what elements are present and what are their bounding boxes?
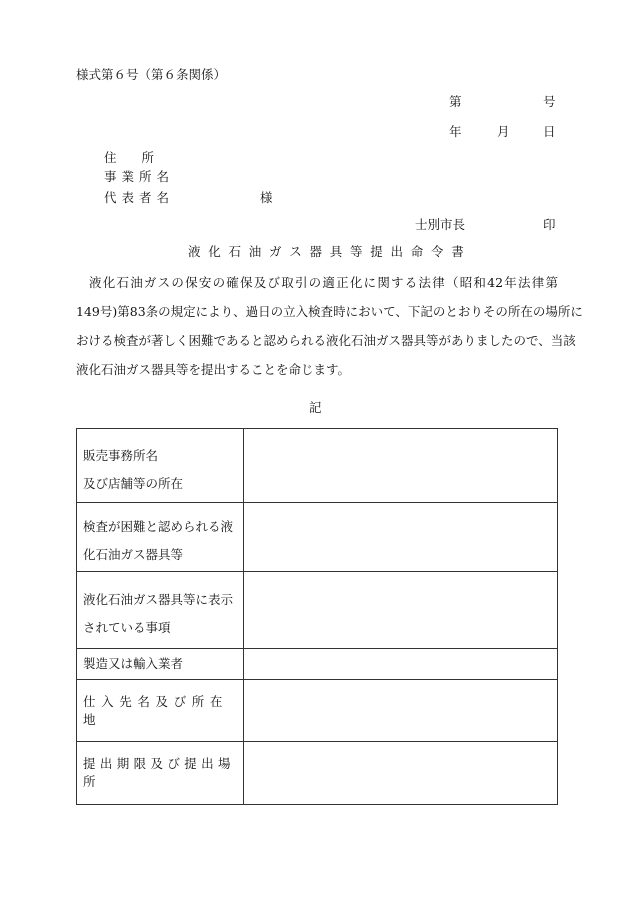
representative-label: 代表者名 bbox=[104, 190, 175, 205]
body-line-4: 液化石油ガス器具等を提出することを命じます。 bbox=[76, 362, 351, 377]
date-year: 年 bbox=[449, 124, 462, 139]
row-value-deadline-place[interactable] bbox=[244, 742, 558, 805]
details-table bbox=[76, 428, 558, 805]
row-label-hard-to-inspect: 検査が困難と認められる液 化石油ガス器具等 bbox=[77, 503, 244, 572]
row-value-displayed-items[interactable] bbox=[244, 572, 558, 649]
ref-go: 号 bbox=[543, 94, 556, 109]
table-row bbox=[77, 429, 558, 503]
row-label-displayed-items: 液化石油ガス器具等に表示 されている事項 bbox=[77, 572, 244, 649]
date-month: 月 bbox=[497, 124, 510, 139]
body-line-3: おける検査が著しく困難であると認められる液化石油ガス器具等がありましたので、当該 bbox=[76, 333, 576, 348]
row-label-sales-office: 販売事務所名 及び店舗等の所在 bbox=[77, 429, 244, 503]
seal-mark: 印 bbox=[543, 217, 556, 232]
document-title: 液化石油ガス器具等提出命令書 bbox=[188, 244, 472, 259]
date-day: 日 bbox=[543, 124, 556, 139]
row-label-supplier: 仕入先名及び所在地 bbox=[77, 680, 244, 742]
table-row bbox=[77, 680, 558, 742]
ref-dai: 第 bbox=[449, 94, 462, 109]
sama-suffix: 様 bbox=[260, 190, 273, 205]
body-line-2: 149号)第83条の規定により、過日の立入検査時において、下記のとおりその所在の場所に bbox=[76, 304, 583, 319]
body-line-1: 液化石油ガスの保安の確保及び取引の適正化に関する法律（昭和42年法律第 bbox=[89, 275, 558, 290]
body-paragraph bbox=[76, 268, 583, 384]
address-label: 住 所 bbox=[104, 150, 155, 165]
table-row bbox=[77, 649, 558, 680]
table-row bbox=[77, 572, 558, 649]
form-number: 様式第６号（第６条関係） bbox=[76, 67, 227, 82]
issuer-name: 士別市長 bbox=[415, 217, 466, 232]
row-label-deadline-place: 提出期限及び提出場所 bbox=[77, 742, 244, 805]
ki-heading: 記 bbox=[309, 400, 322, 415]
table-row bbox=[77, 503, 558, 572]
row-value-hard-to-inspect[interactable] bbox=[244, 503, 558, 572]
row-label-manufacturer: 製造又は輸入業者 bbox=[77, 649, 244, 680]
row-value-manufacturer[interactable] bbox=[244, 649, 558, 680]
row-value-supplier[interactable] bbox=[244, 680, 558, 742]
table-row bbox=[77, 742, 558, 805]
office-label: 事業所名 bbox=[104, 169, 175, 184]
row-value-sales-office[interactable] bbox=[244, 429, 558, 503]
